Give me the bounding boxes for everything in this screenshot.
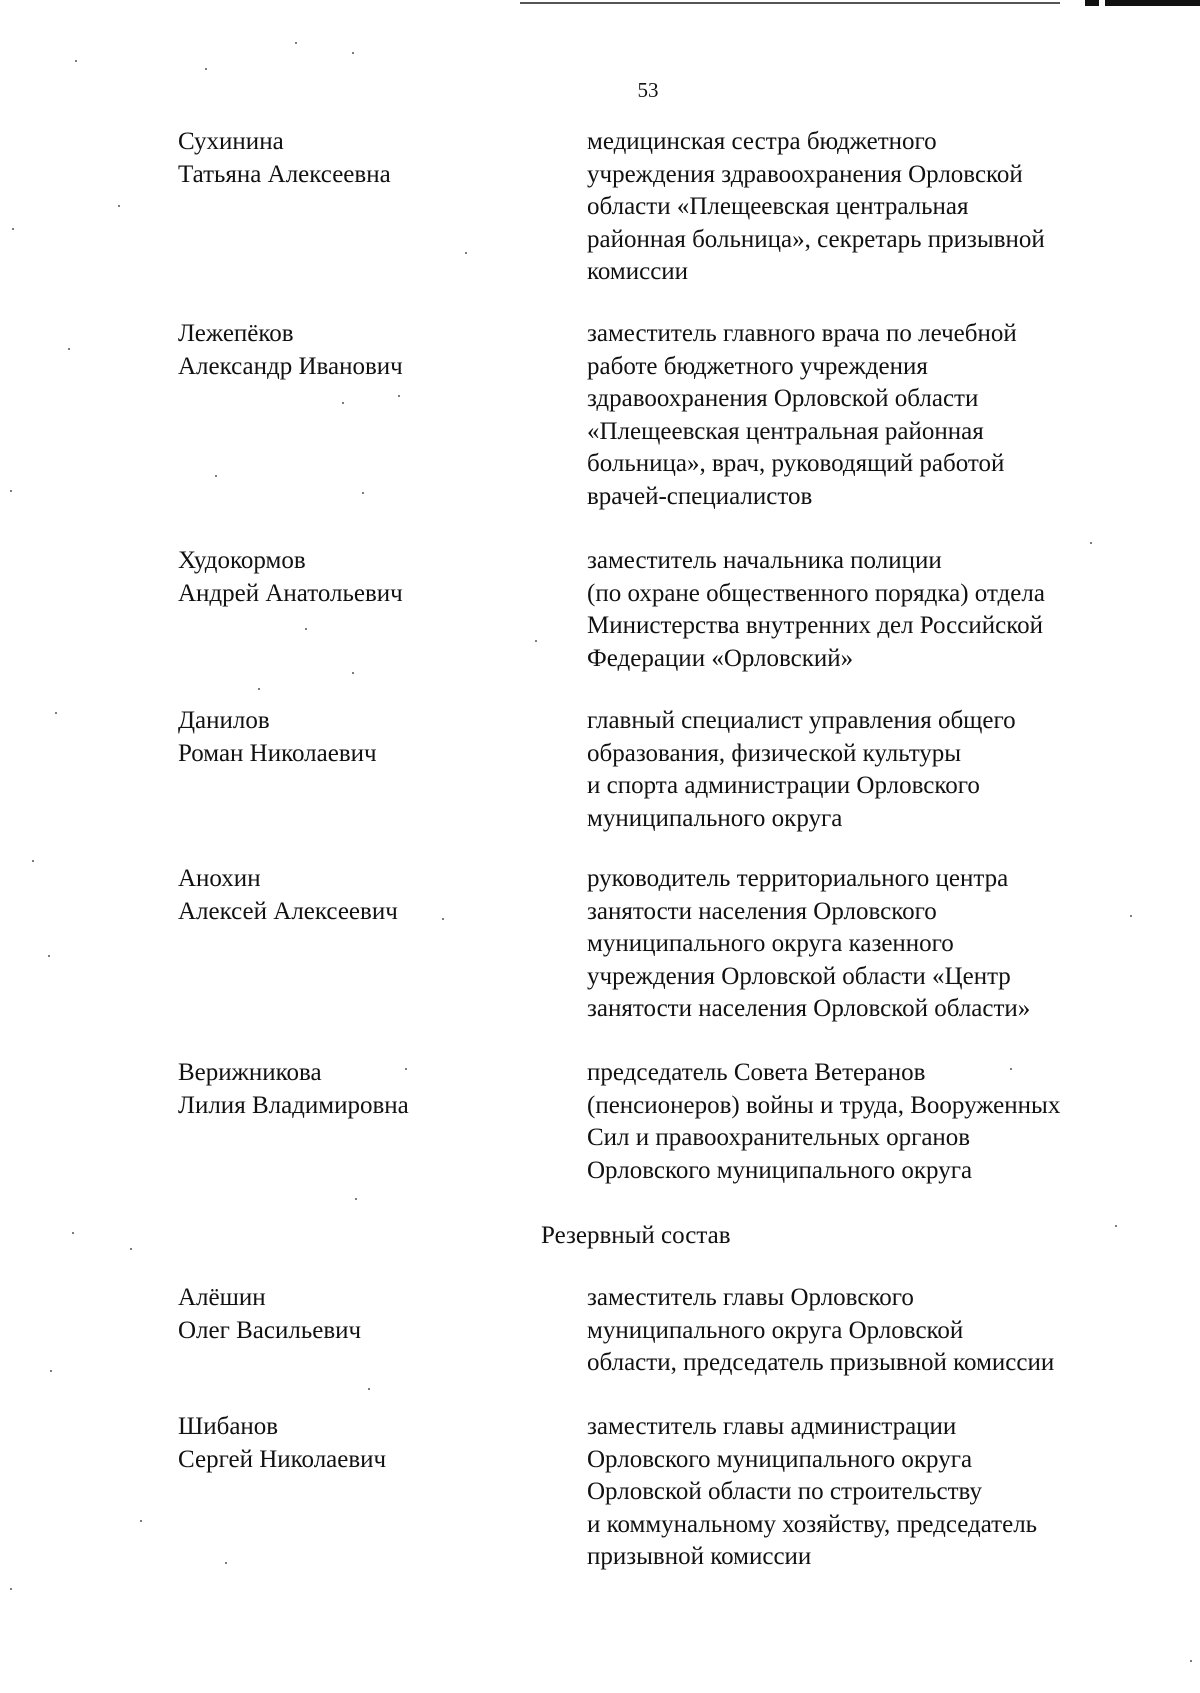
member-name xyxy=(178,1411,558,1476)
scan-speck xyxy=(12,228,14,230)
scan-speck xyxy=(258,688,260,690)
role-line: Федерации «Орловский» xyxy=(587,644,854,672)
role-line: занятости населения Орловского xyxy=(587,897,937,925)
member-name xyxy=(178,318,558,383)
member-role xyxy=(587,1411,1127,1574)
scan-speck xyxy=(362,492,364,494)
given-names: Олег Васильевич xyxy=(178,1316,362,1344)
scan-speck xyxy=(32,860,34,862)
scan-speck xyxy=(352,52,354,54)
scan-speck xyxy=(72,1232,74,1234)
section-title-reserve: Резервный состав xyxy=(541,1222,731,1249)
scan-speck xyxy=(55,712,57,714)
role-line: Орловской области по строительству xyxy=(587,1478,982,1505)
role-line: главный специалист управления общего xyxy=(587,707,1016,734)
given-names: Алексей Алексеевич xyxy=(178,897,398,925)
scan-speck xyxy=(1130,915,1132,917)
given-names: Сергей Николаевич xyxy=(178,1445,387,1473)
scan-speck xyxy=(1090,542,1092,544)
scan-speck xyxy=(10,1588,12,1590)
scan-mark xyxy=(1085,0,1099,6)
scan-speck xyxy=(68,348,70,350)
member-role xyxy=(587,545,1127,675)
role-line: занятости населения Орловской области» xyxy=(587,995,1031,1022)
surname: Лежепёков xyxy=(178,320,294,347)
role-line: комиссии xyxy=(587,258,689,285)
surname: Данилов xyxy=(178,707,270,734)
scan-speck xyxy=(535,640,537,642)
role-line: заместитель главы администрации xyxy=(587,1413,957,1440)
scan-speck xyxy=(405,1068,407,1070)
role-line: (пенсионеров) войны и труда, Вооруженных xyxy=(587,1091,1061,1119)
role-line: муниципального округа xyxy=(587,804,843,832)
role-line: районная больница», секретарь призывной xyxy=(587,225,1045,253)
scan-top-edge xyxy=(520,2,1060,4)
page-number: 53 xyxy=(637,78,659,102)
scan-speck xyxy=(118,205,120,207)
role-line: области, председатель призывной комиссии xyxy=(587,1349,1055,1376)
role-line: работе бюджетного учреждения xyxy=(587,352,928,380)
surname: Сухинина xyxy=(178,128,284,155)
member-name xyxy=(178,705,558,770)
scan-speck xyxy=(352,672,354,674)
member-name xyxy=(178,126,558,191)
member-role xyxy=(587,126,1127,289)
scan-speck xyxy=(140,1520,142,1522)
role-line: и коммунальному хозяйству, председатель xyxy=(587,1510,1038,1538)
role-line: больница», врач, руководящий работой xyxy=(587,450,1005,477)
scan-speck xyxy=(205,68,207,70)
scan-speck xyxy=(10,490,12,492)
surname: Шибанов xyxy=(178,1413,279,1440)
scan-speck xyxy=(48,955,50,957)
member-name xyxy=(178,545,558,610)
scan-speck xyxy=(295,42,297,44)
member-role xyxy=(587,863,1127,1026)
scan-speck xyxy=(465,252,467,254)
role-line: и спорта администрации Орловского xyxy=(587,772,980,799)
role-line: врачей-специалистов xyxy=(587,482,813,510)
role-line: (по охране общественного порядка) отдела xyxy=(587,579,1045,607)
role-line: призывной комиссии xyxy=(587,1543,812,1570)
role-line: Орловского муниципального округа xyxy=(587,1156,973,1184)
member-name xyxy=(178,1057,558,1122)
scan-speck xyxy=(1010,1068,1012,1070)
scan-speck xyxy=(225,1562,227,1564)
role-line: Орловского муниципального округа xyxy=(587,1445,973,1473)
given-names: Роман Николаевич xyxy=(178,739,377,767)
role-line: медицинская сестра бюджетного xyxy=(587,128,937,155)
member-role xyxy=(587,318,1127,513)
given-names: Александр Иванович xyxy=(178,352,403,380)
member-role xyxy=(587,1057,1127,1187)
role-line: учреждения Орловской области «Центр xyxy=(587,962,1011,990)
scan-speck xyxy=(342,402,344,404)
role-line: муниципального округа Орловской xyxy=(587,1316,964,1344)
role-line: руководитель территориального центра xyxy=(587,865,1009,892)
role-line: заместитель начальника полиции xyxy=(587,547,942,574)
role-line: муниципального округа казенного xyxy=(587,930,954,957)
scan-speck xyxy=(1115,1225,1117,1227)
surname: Худокормов xyxy=(178,547,306,574)
scan-mark xyxy=(1105,0,1200,6)
role-line: здравоохранения Орловской области xyxy=(587,385,979,412)
member-role xyxy=(587,705,1127,835)
scan-speck xyxy=(215,475,217,477)
scan-speck xyxy=(368,1388,370,1390)
role-line: Сил и правоохранительных органов xyxy=(587,1124,971,1151)
role-line: «Плещеевская центральная районная xyxy=(587,417,984,445)
role-line: Министерства внутренних дел Российской xyxy=(587,612,1043,639)
scan-speck xyxy=(305,628,307,630)
member-name xyxy=(178,1282,558,1347)
scan-speck xyxy=(75,60,77,62)
given-names: Татьяна Алексеевна xyxy=(178,160,391,188)
role-line: учреждения здравоохранения Орловской xyxy=(587,160,1023,188)
scan-speck xyxy=(355,1198,357,1200)
role-line: заместитель главы Орловского xyxy=(587,1284,914,1311)
surname: Верижникова xyxy=(178,1059,322,1086)
surname: Алёшин xyxy=(178,1284,266,1311)
role-line: председатель Совета Ветеранов xyxy=(587,1059,926,1086)
role-line: заместитель главного врача по лечебной xyxy=(587,320,1017,347)
member-name xyxy=(178,863,558,928)
scan-speck xyxy=(398,395,400,397)
scan-speck xyxy=(50,1370,52,1372)
scan-speck xyxy=(130,1248,132,1250)
surname: Анохин xyxy=(178,865,261,892)
scan-speck xyxy=(442,918,444,920)
role-line: области «Плещеевская центральная xyxy=(587,193,969,220)
given-names: Лилия Владимировна xyxy=(178,1091,409,1119)
given-names: Андрей Анатольевич xyxy=(178,579,403,607)
role-line: образования, физической культуры xyxy=(587,739,962,767)
scan-speck xyxy=(1190,1660,1192,1662)
member-role xyxy=(587,1282,1127,1380)
